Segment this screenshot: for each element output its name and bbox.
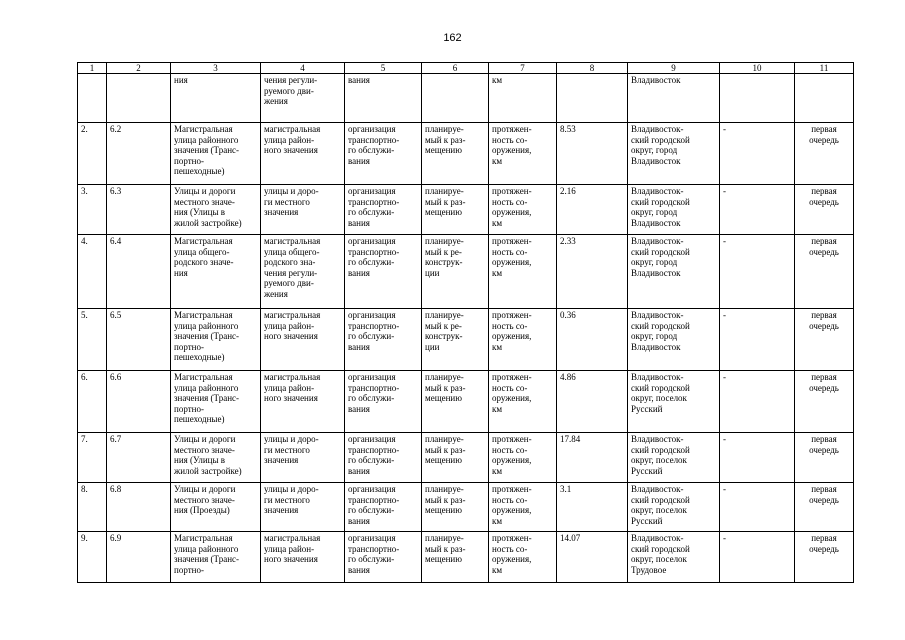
table-row bbox=[78, 433, 854, 483]
characteristic: протяжен- ность со- оружения, км bbox=[489, 371, 557, 433]
column-header: 11 bbox=[795, 63, 854, 74]
characteristic-value: 14.07 bbox=[557, 532, 628, 583]
location: Владивосток- ский городской округ, поселок Трудовое bbox=[628, 532, 720, 583]
object-code: 6.3 bbox=[107, 185, 171, 235]
row-number: 7. bbox=[78, 433, 107, 483]
table-row bbox=[78, 185, 854, 235]
characteristic-value: 17.84 bbox=[557, 433, 628, 483]
document-table bbox=[77, 62, 854, 583]
row-number: 8. bbox=[78, 483, 107, 532]
location: Владивосток bbox=[628, 74, 720, 123]
characteristic: протяжен- ность со- оружения, км bbox=[489, 185, 557, 235]
location: Владивосток- ский городской округ, поселок Русский bbox=[628, 371, 720, 433]
column-header: 9 bbox=[628, 63, 720, 74]
object-purpose: организация транспортно- го обслужи- вания bbox=[345, 532, 422, 583]
characteristic: км bbox=[489, 74, 557, 123]
object-status: планируе- мый к раз- мещению bbox=[422, 123, 489, 185]
characteristic: протяжен- ность со- оружения, км bbox=[489, 123, 557, 185]
object-purpose: организация транспортно- го обслужи- вания bbox=[345, 483, 422, 532]
object-status: планируе- мый к раз- мещению bbox=[422, 433, 489, 483]
object-name: ния bbox=[171, 74, 261, 123]
column-header: 5 bbox=[345, 63, 422, 74]
zone: - bbox=[720, 235, 795, 309]
object-status: планируе- мый к ре- конструк- ции bbox=[422, 235, 489, 309]
object-status bbox=[422, 74, 489, 123]
column-header: 2 bbox=[107, 63, 171, 74]
row-number: 2. bbox=[78, 123, 107, 185]
object-code bbox=[107, 74, 171, 123]
implementation-stage: первая очередь bbox=[795, 532, 854, 583]
column-header: 3 bbox=[171, 63, 261, 74]
row-number bbox=[78, 74, 107, 123]
object-name: Магистральная улица районного значения (Транс- портно- пешеходные) bbox=[171, 309, 261, 371]
object-code: 6.7 bbox=[107, 433, 171, 483]
table-row bbox=[78, 74, 854, 123]
object-name: Магистральная улица общего- родского значе- ния bbox=[171, 235, 261, 309]
object-purpose: организация транспортно- го обслужи- вания bbox=[345, 433, 422, 483]
location: Владивосток- ский городской округ, поселок Русский bbox=[628, 483, 720, 532]
row-number: 6. bbox=[78, 371, 107, 433]
table-row bbox=[78, 235, 854, 309]
row-number: 3. bbox=[78, 185, 107, 235]
object-code: 6.2 bbox=[107, 123, 171, 185]
object-type: магистральная улица общего- родского зна- чения регули- руемого дви- жения bbox=[261, 235, 345, 309]
object-status: планируе- мый к раз- мещению bbox=[422, 185, 489, 235]
column-header: 7 bbox=[489, 63, 557, 74]
row-number: 5. bbox=[78, 309, 107, 371]
table-row bbox=[78, 123, 854, 185]
column-header: 8 bbox=[557, 63, 628, 74]
object-name: Магистральная улица районного значения (Транс- портно- пешеходные) bbox=[171, 123, 261, 185]
object-name: Магистральная улица районного значения (Транс- портно- пешеходные) bbox=[171, 371, 261, 433]
implementation-stage: первая очередь bbox=[795, 185, 854, 235]
implementation-stage: первая очередь bbox=[795, 483, 854, 532]
object-type: улицы и доро- ги местного значения bbox=[261, 483, 345, 532]
object-type: улицы и доро- ги местного значения bbox=[261, 185, 345, 235]
characteristic-value: 4.86 bbox=[557, 371, 628, 433]
column-header: 6 bbox=[422, 63, 489, 74]
zone bbox=[720, 74, 795, 123]
object-purpose: организация транспортно- го обслужи- вания bbox=[345, 371, 422, 433]
object-type: магистральная улица район- ного значения bbox=[261, 123, 345, 185]
implementation-stage: первая очередь bbox=[795, 309, 854, 371]
location: Владивосток- ский городской округ, город Владивосток bbox=[628, 235, 720, 309]
characteristic: протяжен- ность со- оружения, км bbox=[489, 483, 557, 532]
object-status: планируе- мый к раз- мещению bbox=[422, 371, 489, 433]
object-purpose: организация транспортно- го обслужи- вания bbox=[345, 123, 422, 185]
object-type: чения регули- руемого дви- жения bbox=[261, 74, 345, 123]
implementation-stage: первая очередь bbox=[795, 433, 854, 483]
location: Владивосток- ский городской округ, город Владивосток bbox=[628, 309, 720, 371]
row-number: 9. bbox=[78, 532, 107, 583]
column-header: 4 bbox=[261, 63, 345, 74]
object-code: 6.9 bbox=[107, 532, 171, 583]
object-status: планируе- мый к ре- конструк- ции bbox=[422, 309, 489, 371]
row-number: 4. bbox=[78, 235, 107, 309]
column-header: 1 bbox=[78, 63, 107, 74]
object-code: 6.5 bbox=[107, 309, 171, 371]
column-header: 10 bbox=[720, 63, 795, 74]
table-row bbox=[78, 483, 854, 532]
characteristic-value: 2.16 bbox=[557, 185, 628, 235]
characteristic-value: 0.36 bbox=[557, 309, 628, 371]
location: Владивосток- ский городской округ, поселок Русский bbox=[628, 433, 720, 483]
object-name: Магистральная улица районного значения (Транс- портно- bbox=[171, 532, 261, 583]
characteristic: протяжен- ность со- оружения, км bbox=[489, 433, 557, 483]
characteristic-value: 3.1 bbox=[557, 483, 628, 532]
object-purpose: вания bbox=[345, 74, 422, 123]
page-number: 162 bbox=[443, 32, 462, 44]
implementation-stage: первая очередь bbox=[795, 235, 854, 309]
object-purpose: организация транспортно- го обслужи- вания bbox=[345, 185, 422, 235]
object-code: 6.4 bbox=[107, 235, 171, 309]
characteristic-value: 8.53 bbox=[557, 123, 628, 185]
zone: - bbox=[720, 185, 795, 235]
object-status: планируе- мый к раз- мещению bbox=[422, 483, 489, 532]
object-status: планируе- мый к раз- мещению bbox=[422, 532, 489, 583]
object-name: Улицы и дороги местного значе- ния (Улицы в жилой застройке) bbox=[171, 185, 261, 235]
table-row bbox=[78, 371, 854, 433]
location: Владивосток- ский городской округ, город Владивосток bbox=[628, 123, 720, 185]
zone: - bbox=[720, 371, 795, 433]
object-type: улицы и доро- ги местного значения bbox=[261, 433, 345, 483]
object-type: магистральная улица район- ного значения bbox=[261, 309, 345, 371]
header-row bbox=[78, 63, 854, 74]
table-row bbox=[78, 532, 854, 583]
characteristic: протяжен- ность со- оружения, км bbox=[489, 235, 557, 309]
table-row bbox=[78, 309, 854, 371]
characteristic: протяжен- ность со- оружения, км bbox=[489, 309, 557, 371]
object-code: 6.6 bbox=[107, 371, 171, 433]
object-name: Улицы и дороги местного значе- ния (Проезды) bbox=[171, 483, 261, 532]
zone: - bbox=[720, 532, 795, 583]
implementation-stage bbox=[795, 74, 854, 123]
implementation-stage: первая очередь bbox=[795, 123, 854, 185]
zone: - bbox=[720, 433, 795, 483]
location: Владивосток- ский городской округ, город Владивосток bbox=[628, 185, 720, 235]
object-purpose: организация транспортно- го обслужи- вания bbox=[345, 235, 422, 309]
object-purpose: организация транспортно- го обслужи- вания bbox=[345, 309, 422, 371]
zone: - bbox=[720, 309, 795, 371]
object-type: магистральная улица район- ного значения bbox=[261, 371, 345, 433]
object-name: Улицы и дороги местного значе- ния (Улицы в жилой застройке) bbox=[171, 433, 261, 483]
object-code: 6.8 bbox=[107, 483, 171, 532]
zone: - bbox=[720, 483, 795, 532]
characteristic-value bbox=[557, 74, 628, 123]
characteristic-value: 2.33 bbox=[557, 235, 628, 309]
object-type: магистральная улица район- ного значения bbox=[261, 532, 345, 583]
zone: - bbox=[720, 123, 795, 185]
implementation-stage: первая очередь bbox=[795, 371, 854, 433]
characteristic: протяжен- ность со- оружения, км bbox=[489, 532, 557, 583]
